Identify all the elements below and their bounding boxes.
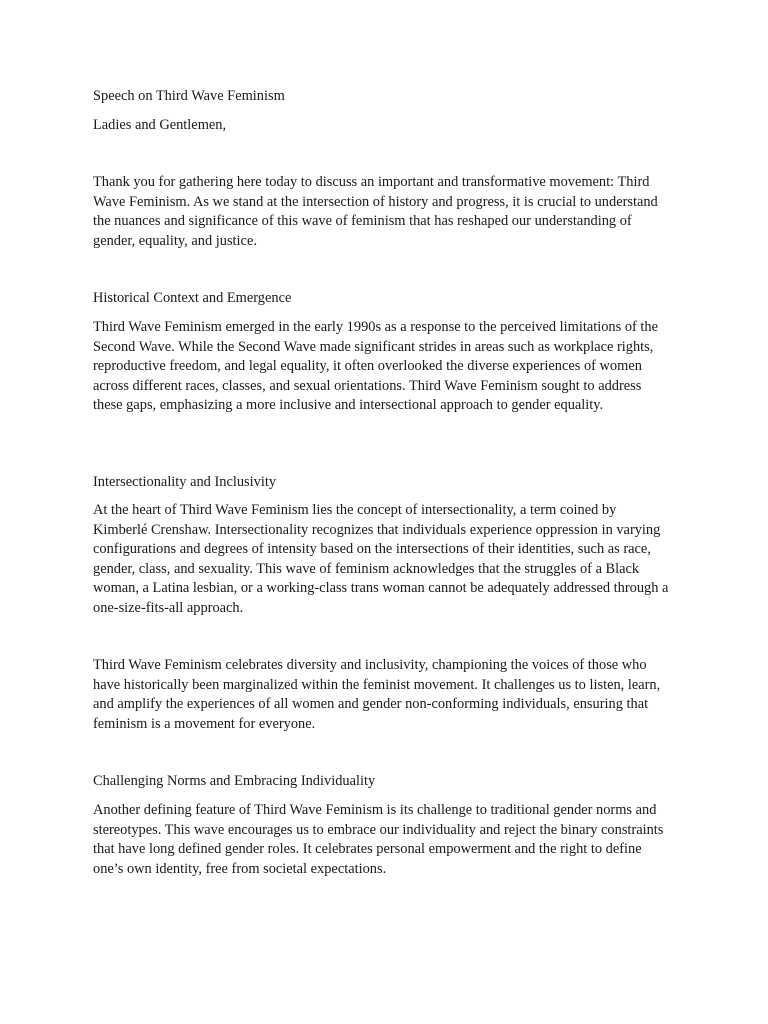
section-heading-historical-context: Historical Context and Emergence	[93, 290, 292, 306]
paragraph-inclusivity: Third Wave Feminism celebrates diversity and inclusivity, championing the voices of those who have historically been marginalized within the feminist movement. It challenges us to listen, learn, and amplify the experiences of all women and gender non-conforming individuals, ensuring that feminism is a movement for everyone.	[93, 657, 661, 732]
section-heading-intersectionality: Intersectionality and Inclusivity	[93, 474, 277, 490]
paragraph-historical-context: Third Wave Feminism emerged in the early 1990s as a response to the perceived limitations of the Second Wave. While the Second Wave made significant strides in areas such as workplace rights, reproductive freedom, and legal equality, it often overlooked the diverse experiences of women across different races, classes, and sexual orientations. Third Wave Feminism sought to address these gaps, emphasizing a more inclusive and intersectional approach to gender equality.	[93, 319, 658, 413]
salutation: Ladies and Gentlemen,	[93, 117, 227, 133]
intro-paragraph: Thank you for gathering here today to discuss an important and transformative movement: Third Wave Feminism. As we stand at the intersection of history and progress, it is crucial to understand the nuances and significance of this wave of feminism that has reshaped our understanding of gender, equality, and justice.	[93, 174, 658, 249]
paragraph-challenging-norms: Another defining feature of Third Wave Feminism is its challenge to traditional gender norms and stereotypes. This wave encourages us to embrace our individuality and reject the binary constraints that have long defined gender roles. It celebrates personal empowerment and the right to define one’s own identity, free from societal expectations.	[93, 802, 664, 877]
document-title: Speech on Third Wave Feminism	[93, 88, 285, 104]
paragraph-intersectionality: At the heart of Third Wave Feminism lies the concept of intersectionality, a term coined by Kimberlé Crenshaw. Intersectionality recognizes that individuals experience oppression in varying configurations and degrees of intensity based on the intersections of their identities, such as race, gender, class, and sexuality. This wave of feminism acknowledges that the struggles of a Black woman, a Latina lesbian, or a working-class trans woman cannot be adequately addressed through a one-size-fits-all approach.	[93, 502, 669, 616]
section-heading-challenging-norms: Challenging Norms and Embracing Individuality	[93, 773, 376, 789]
